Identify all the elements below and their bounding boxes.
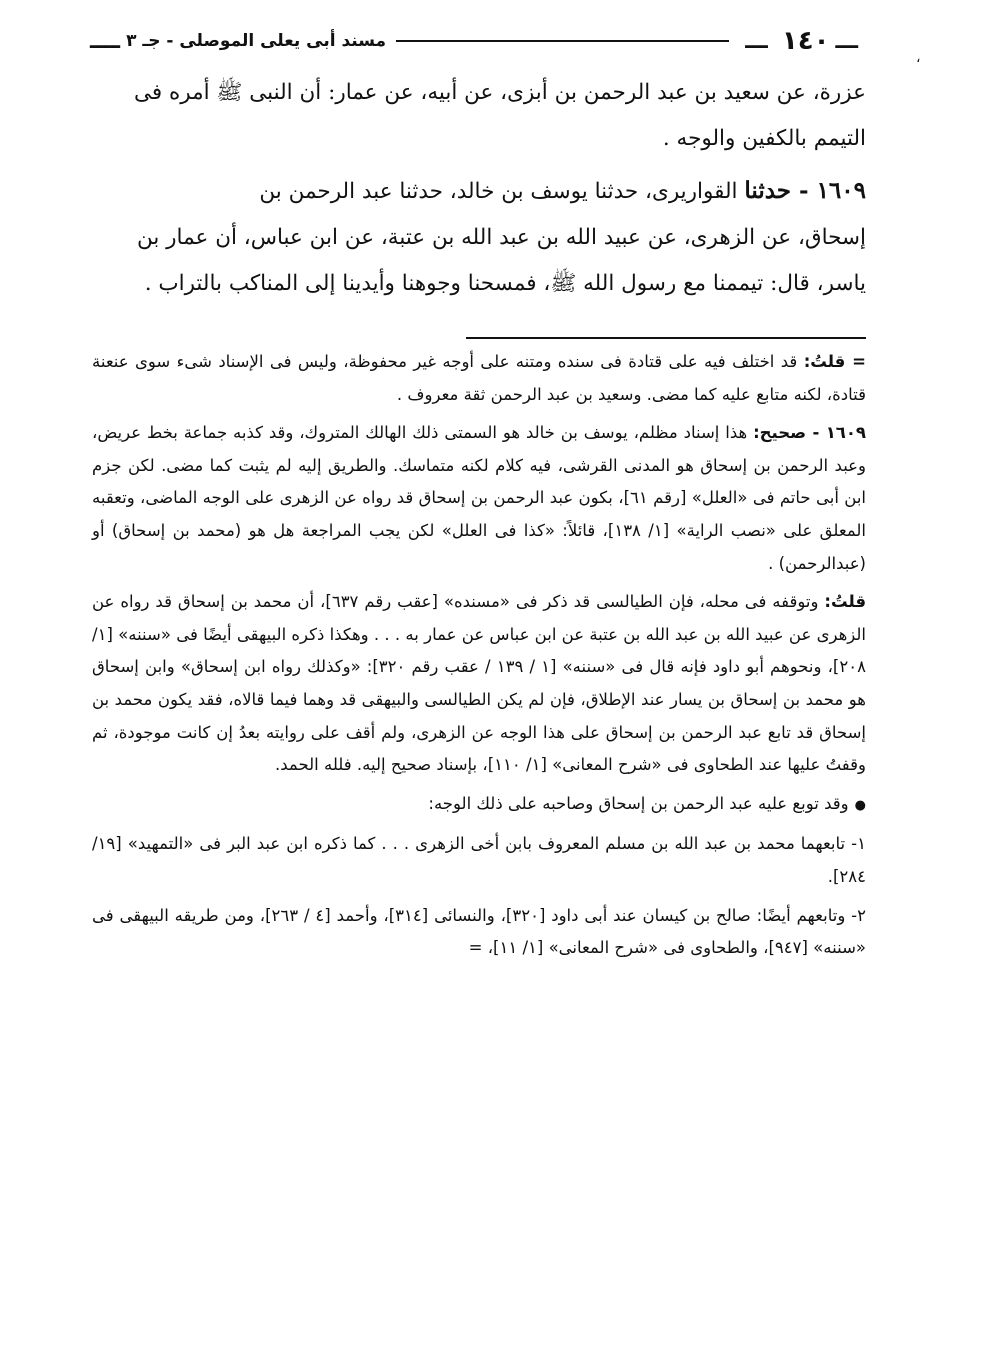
footnote-2-text: هذا إسناد مظلم، يوسف بن خالد هو السمتى ذلك الهالك المتروك، وقد كذبه جماعة بخط عريض، وعبد الرحمن بن إسحاق هو المدنى القرشى، فيه كلام لكنه متماسك. والطريق إليه لم يثبت كما مضى. لكن جزم ابن أبى حاتم فى «العلل» [رقم ٦١]، بكون عبد الرحمن بن إسحاق قد رواه عن الزهرى على الوجه الماضى، وتعقبه المعلق على «نصب الراية» [١/ ١٣٨]، قائلاً: «كذا فى العلل» لكن يجب المراجعة هل هو (محمد بن إسحاق) أو (عبدالرحمن) .: [92, 423, 867, 573]
footnote-2: [92, 417, 866, 580]
running-title: مسند أبى يعلى الموصلى - جـ ٣: [126, 31, 387, 51]
header-dash-mid: ـــ: [745, 28, 768, 54]
header-dash-left: ــــ: [90, 28, 121, 54]
footnote-separator: [466, 337, 866, 339]
footnote-item-2: ٢- وتابعهم أيضًا: صالح بن كيسان عند أبى داود [٣٢٠]، والنسائى [٣١٤]، وأحمد [٤ / ٢٦٣]، ومن طريقه البيهقى فى «سننه» [٩٤٧]، والطحاوى فى «شرح المعانى» [١/ ١١]، =: [92, 905, 866, 958]
footnote-3: [92, 586, 866, 782]
hadith-first-line-text: القواريرى، حدثنا يوسف بن خالد، حدثنا عبد الرحمن بن: [259, 179, 738, 204]
hadith-first-line: [100, 168, 866, 215]
page-number: ١٤٠: [781, 26, 830, 56]
main-line: ياسر، قال: تيممنا مع رسول الله ﷺ، فمسحنا وجوهنا وأيدينا إلى المناكب بالتراب .: [144, 271, 866, 296]
footnote-3-lead: قلتُ:: [824, 592, 866, 612]
main-line: التيمم بالكفين والوجه .: [662, 126, 866, 151]
main-line: عزرة، عن سعيد بن عبد الرحمن بن أبزى، عن أبيه، عن عمار: أن النبى ﷺ أمره فى: [133, 80, 866, 105]
footnote-item-1: ١- تابعهما محمد بن عبد الله بن مسلم المعروف بابن أخى الزهرى . . . كما ذكره ابن عبد البر فى «التمهيد» [١٩/ ٢٨٤].: [92, 834, 866, 886]
margin-mark: ،: [916, 50, 921, 66]
footnote-1-text: قد اختلف فيه على قتادة فى سنده ومتنه على أوجه غير محفوظة، وليس فى الإسناد شىء سوى عنعنة قتادة، لكنه متابع عليه كما مضى. وسعيد بن عبد الرحمن ثقة معروف .: [92, 352, 866, 404]
hadith-number: ١٦٠٩ - حدثنا: [744, 177, 866, 204]
footnote-1: [92, 346, 866, 411]
header-rule: [396, 40, 729, 42]
running-header: [84, 24, 864, 58]
footnote-3-text: وتوقفه فى محله، فإن الطيالسى قد ذكر فى «مسنده» [عقب رقم ٦٣٧]، أن محمد بن إسحاق قد رواه عن الزهرى عن عبيد الله بن عبد الله بن عتبة عن ابن عباس عن عمار به . . . وهكذا ذكره البيهقى أيضًا فى «سننه» [١/ ٢٠٨]، ونحوهم أبو داود فإنه قال فى «سننه» [١ / ١٣٩ / عقب رقم ٣٢٠]: «وكذلك رواه ابن إسحاق» وابن إسحاق هو محمد بن إسحاق بن يسار عند الإطلاق، فإن لم يكن الطيالسى والبيهقى قد وهما فيما قالاه، فقد يكون محمد بن إسحاق قد تابع عبد الرحمن بن إسحاق على هذا الوجه عن الزهرى، ولم أقف على روايته بعدُ إن كانت موجودة، ثم وقفتُ عليها عند الطحاوى فى «شرح المعانى» [١/ ١١٠]، بإسناد صحيح إليه. فلله الحمد.: [92, 592, 866, 775]
footnote-2-lead: ١٦٠٩ - صحيح:: [753, 423, 866, 443]
footnotes: [92, 346, 866, 971]
main-text: [100, 70, 866, 307]
footnote-bullet: [92, 788, 866, 823]
bullet-icon: ●: [854, 797, 866, 813]
header-dash-right: ـــ: [835, 28, 858, 54]
footnote-bullet-text: وقد توبع عليه عبد الرحمن بن إسحاق وصاحبه على ذلك الوجه:: [428, 793, 849, 813]
footnote-1-lead: = قلتُ:: [803, 352, 866, 371]
main-line: إسحاق، عن الزهرى، عن عبيد الله بن عبد الله بن عتبة، عن ابن عباس، أن عمار بن: [136, 225, 866, 250]
